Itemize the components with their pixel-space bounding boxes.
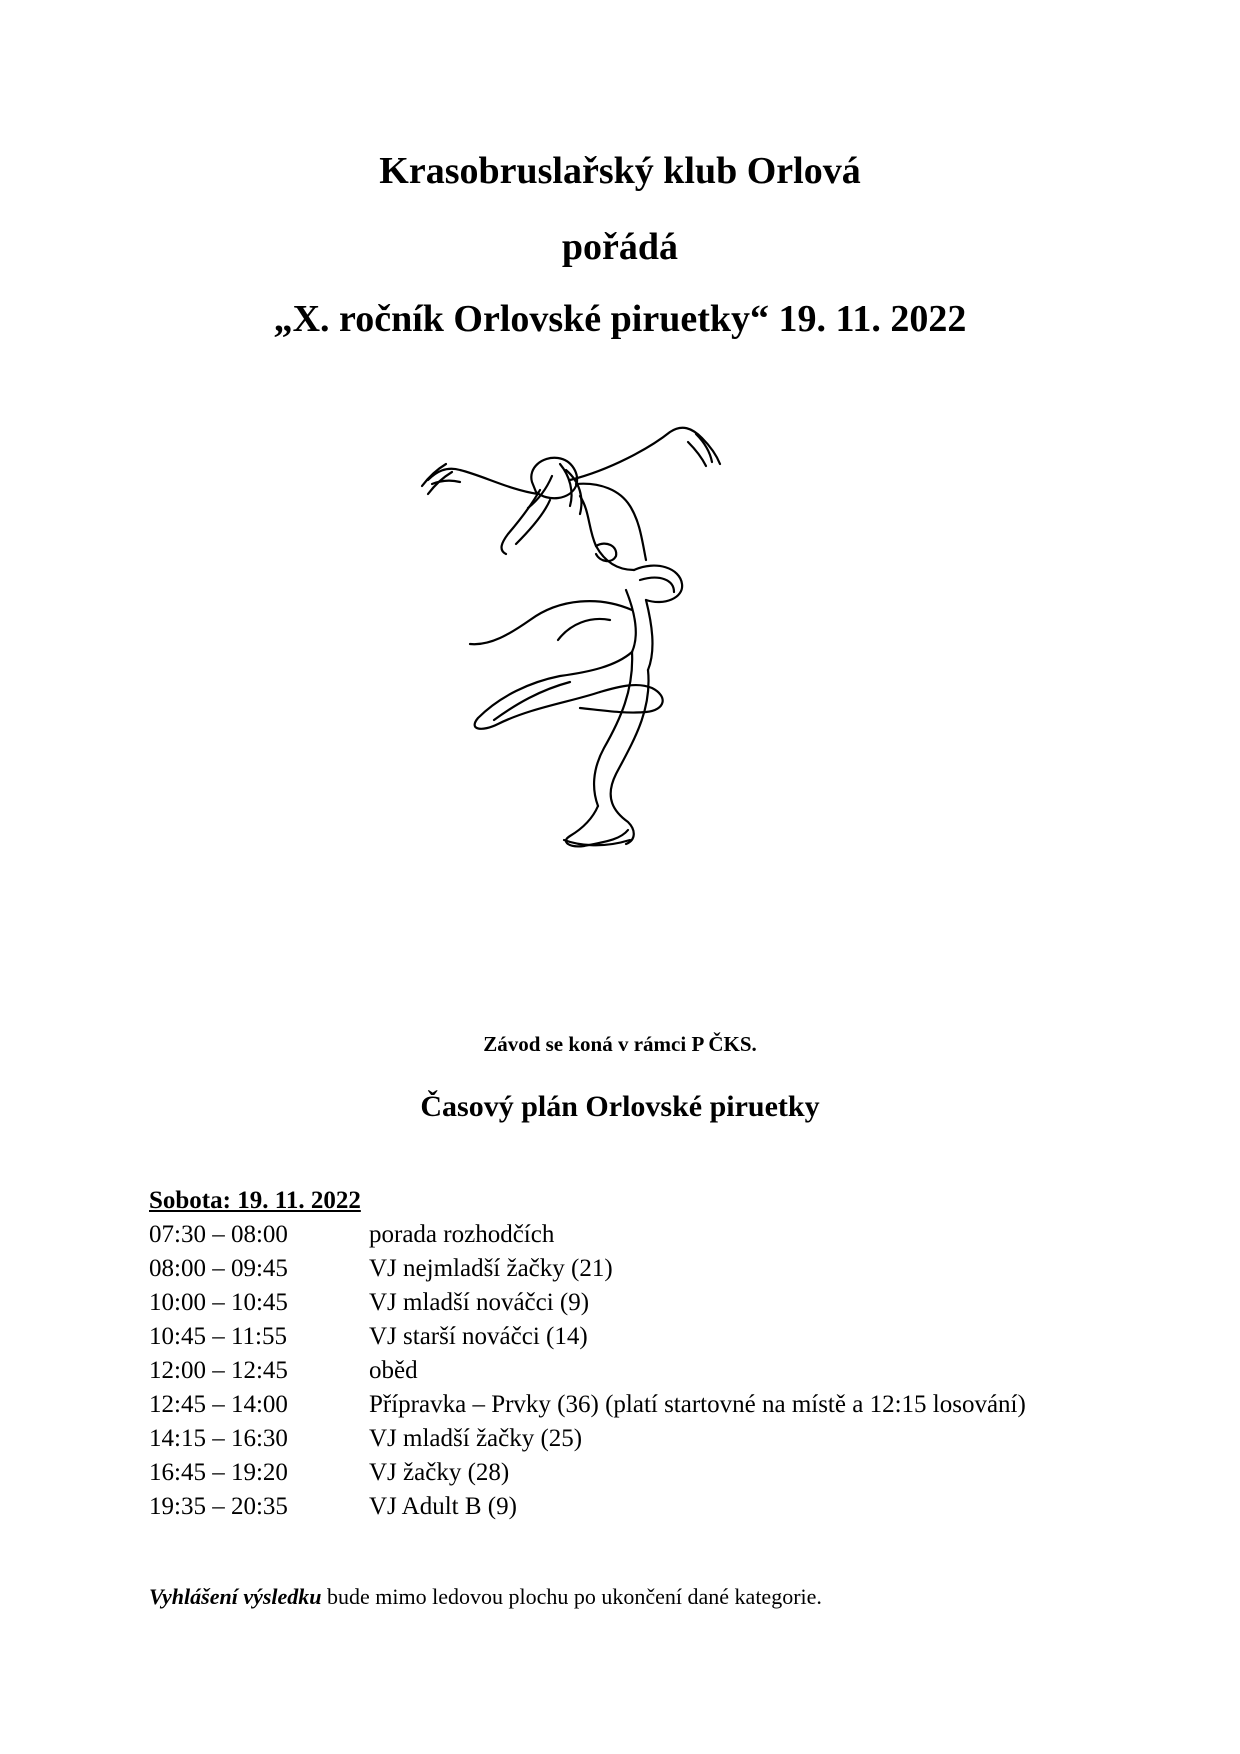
results-note	[149, 1584, 822, 1610]
schedule-event: VJ starší nováčci (14)	[369, 1323, 588, 1350]
club-name: Krasobruslařský klub Orlová	[379, 150, 861, 192]
schedule-event: Přípravka – Prvky (36) (platí startovné na místě a 12:15 losování)	[369, 1391, 1026, 1418]
schedule-title: Časový plán Orlovské piruetky	[420, 1090, 820, 1123]
schedule-row	[149, 1320, 1089, 1354]
results-note-emphasis: Vyhlášení výsledku	[149, 1584, 322, 1609]
schedule-time: 19:35 – 20:35	[149, 1493, 288, 1520]
schedule-row	[149, 1456, 1089, 1490]
schedule-row	[149, 1490, 1089, 1524]
presents-line: pořádá	[561, 226, 679, 268]
schedule-row	[149, 1252, 1089, 1286]
schedule-event: VJ Adult B (9)	[369, 1493, 517, 1520]
schedule-time: 12:45 – 14:00	[149, 1391, 288, 1418]
schedule	[149, 1184, 1089, 1524]
schedule-rows	[149, 1218, 1089, 1524]
schedule-event: VJ mladší nováčci (9)	[369, 1289, 590, 1316]
schedule-row	[149, 1218, 1089, 1252]
schedule-event: oběd	[369, 1357, 418, 1384]
schedule-day: Sobota: 19. 11. 2022	[149, 1187, 361, 1214]
schedule-time: 16:45 – 19:20	[149, 1459, 288, 1486]
schedule-event: VJ mladší žačky (25)	[369, 1425, 583, 1452]
schedule-time: 10:00 – 10:45	[149, 1289, 288, 1316]
schedule-row	[149, 1388, 1089, 1422]
schedule-event: VJ nejmladší žačky (21)	[369, 1255, 613, 1282]
event-title: „X. ročník Orlovské piruetky“ 19. 11. 2022	[273, 298, 967, 340]
results-note-text: bude mimo ledovou plochu po ukončení dané kategorie.	[321, 1584, 822, 1609]
competition-note: Závod se koná v rámci P ČKS.	[483, 1032, 757, 1056]
schedule-event: porada rozhodčích	[369, 1221, 555, 1248]
figure-skater-drawing-icon	[420, 420, 800, 910]
schedule-time: 08:00 – 09:45	[149, 1255, 288, 1282]
schedule-row	[149, 1286, 1089, 1320]
schedule-time: 10:45 – 11:55	[149, 1323, 287, 1350]
schedule-time: 07:30 – 08:00	[149, 1221, 288, 1248]
schedule-time: 14:15 – 16:30	[149, 1425, 288, 1452]
schedule-row	[149, 1422, 1089, 1456]
schedule-event: VJ žačky (28)	[369, 1459, 510, 1486]
schedule-time: 12:00 – 12:45	[149, 1357, 288, 1384]
schedule-row	[149, 1354, 1089, 1388]
